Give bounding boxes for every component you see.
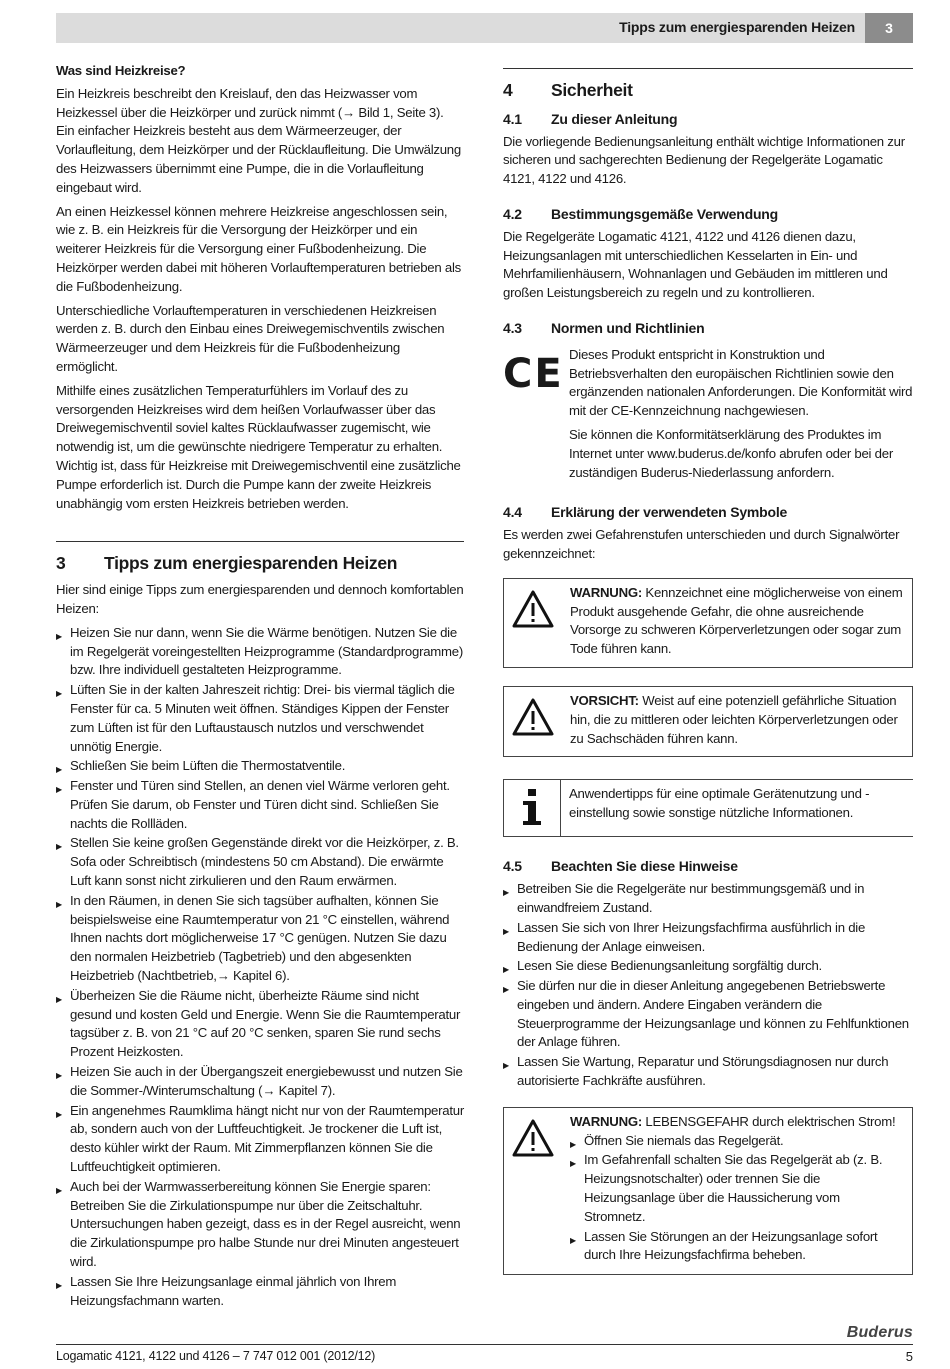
list-item: ▶ Heizen Sie nur dann, wenn Sie die Wärme benötigen. Nutzen Sie die im Regelgerät voreingestellten Heizprogramme (Standardprogramme) bzw. Ihre individuell gestalteten Heizprogramme. [56, 624, 464, 680]
list-item: ▶ In den Räumen, in denen Sie sich tagsüber aufhalten, können Sie beispielsweise eine Raumtemperatur von 21 °C einstellen, während Ihnen nachts dort möglicherweise 17 °C genügen. Nutzen Sie dazu den normalen Heizbetrieb (Tagbetrieb) und den abgesenkten Heizbetrieb (Nachtbetrieb,→ Kapitel 6). [56, 892, 464, 986]
paragraph: Mithilfe eines zusätzlichen Temperaturfühlers im Vorlauf des zu versorgenden Heizkreises wird dem heißen Vorlaufwasser über das Dreiwegemischventil soviel kaltes Rücklaufwasser zugemischt, wie notwendig ist, um die gewünschte niedrigere Temperatur zu erhalten. Wichtig ist, dass für Heizkreise mit Dreiwegemischventil eine zusätzliche Pumpe erforderlich ist. Durch die Pumpe kann der zweite Heizkreis unabhängig vom ersten Heizkreis betrieben werden. [56, 382, 461, 511]
warning-triangle-icon [504, 579, 562, 667]
list-item: ▶ Fenster und Türen sind Stellen, an denen viel Wärme verloren geht. Prüfen Sie darum, ob Fenster und Türen dicht sind. Schließen Sie nachts die Rollläden. [56, 777, 464, 833]
caution-label: VORSICHT: [570, 692, 639, 708]
left-column [56, 62, 464, 1311]
section-number: 4.5 [503, 858, 522, 875]
list-item: ▶ Lüften Sie in der kalten Jahreszeit richtig: Drei- bis viermal täglich die Fenster für ca. 5 Minuten weit öffnen. Ständiges Kippen der Fenster zum Lüften ist für den Luftaustausch nutzlos und verschwendet unnötig Energie. [56, 681, 464, 756]
list-item: ▶ Lesen Sie diese Bedienungsanleitung sorgfältig durch. [503, 957, 913, 976]
notes-list [503, 880, 913, 1091]
ce-mark-icon [503, 346, 569, 488]
section-number: 4.2 [503, 205, 522, 222]
list-item: ▶ Lassen Sie sich von Ihrer Heizungsfachfirma ausführlich in die Bedienung der Anlage einweisen. [503, 919, 913, 957]
section-3-heading [56, 541, 464, 573]
warning-text: LEBENSGEFAHR durch elektrischen Strom! [642, 1113, 896, 1129]
footer-divider [56, 1344, 913, 1345]
warning-steps [570, 1132, 904, 1266]
section-title: Bestimmungsgemäße Verwendung [551, 205, 779, 222]
paragraph: Unterschiedliche Vorlauftemperaturen in verschiedenen Heizkreisen werden z. B. durch den Einbau eines Dreiwegemischventils zwischen Wärmeerzeuger und dem Heizkreis für die Fußbodenheizung ermöglicht. [56, 302, 445, 374]
section-4-heading [503, 68, 913, 100]
section-title: Erklärung der verwendeten Symbole [551, 504, 788, 521]
list-item: ▶ Schließen Sie beim Lüften die Thermostatventile. [56, 757, 464, 776]
electrical-warning-box [503, 1107, 913, 1275]
paragraph: Ein Heizkreis beschreibt den Kreislauf, den das Heizwasser vom Heizkessel über die Heizkörper und zurück nimmt (→ Bild 1, Seite 3). Ein einfacher Heizkreis besteht aus dem Wärmeerzeuger, der Vorlaufleitung, dem Heizkörper und der Rücklaufleitung. Die Umwälzung des Heizwassers übernimmt eine Pumpe, die in die Vorlaufleitung eingebaut wird. [56, 85, 461, 195]
section-title: Normen und Richtlinien [551, 319, 705, 336]
info-box [503, 779, 913, 837]
section-number: 4.1 [503, 110, 522, 127]
caution-triangle-icon [504, 687, 562, 756]
tips-list [56, 624, 464, 1311]
brand-logo: Buderus [846, 1324, 913, 1341]
paragraph: Sie können die Konformitätserklärung des Produktes im Internet unter www.buderus.de/konfo abrufen oder bei der zuständigen Buderus-Niederlassung anfordern. [569, 426, 893, 480]
paragraph: Dieses Produkt entspricht in Konstruktion und Betriebsverhalten den europäischen Richtlinien sowie den ergänzenden nationalen Anforderungen. Die Konformität wird mit der CE-Kennzeichnung nachgewiesen. [569, 346, 913, 419]
list-item: ▶ Lassen Sie Ihre Heizungsanlage einmal jährlich von Ihrem Heizungsfachmann warten. [56, 1273, 464, 1311]
paragraph: Die vorliegende Bedienungsanleitung enthält wichtige Informationen zur sicheren und sachgerechten Bedienung der Regelgeräte Logamatic 4121, 4122 und 4126. [503, 133, 905, 187]
list-item: ▶ Betreiben Sie die Regelgeräte nur bestimmungsgemäß und in einwandfreiem Zustand. [503, 880, 913, 918]
section-number: 4.3 [503, 319, 522, 336]
list-item: ▶ Auch bei der Warmwasserbereitung können Sie Energie sparen: Betreiben Sie die Zirkulationspumpe nur über die Zeitschaltuhr. Untersuchungen haben gezeigt, dass es in der Regel ausreicht, wenn die Zirkulationspumpe pro halbe Stunde nur drei Minuten angesteuert wird. [56, 1178, 464, 1272]
right-column [503, 68, 913, 1285]
section-number: 3 [56, 553, 66, 574]
info-text: Anwendertipps für eine optimale Gerätenutzung und -einstellung sowie sonstige nützliche Informationen. [569, 786, 870, 821]
ce-block [503, 346, 913, 488]
section-intro: Hier sind einige Tipps zum energiesparenden und dennoch komfortablen Heizen: [56, 582, 464, 616]
list-item: ▶ Überheizen Sie die Räume nicht, überheizte Räume sind nicht gesund und kosten Geld und Energie. Wenn Sie die Raumtemperatur tagsüber z. B. von 21 °C auf 20 °C senken, sparen Sie rund sechs Prozent Heizkosten. [56, 987, 464, 1062]
section-number: 4.4 [503, 504, 522, 521]
list-item: ▶ Lassen Sie Wartung, Reparatur und Störungsdiagnosen nur durch autorisierte Fachkräfte ausführen. [503, 1053, 913, 1091]
warning-label: WARNUNG: [570, 1113, 642, 1129]
list-item: ▶ Ein angenehmes Raumklima hängt nicht nur von der Raumtemperatur ab, sondern auch von der Luftfeuchtigkeit. Je trockener die Luft ist, desto kühler wirkt der Raum. Mit Zimmerpflanzen können Sie die Luftfeuchtigkeit optimieren. [56, 1102, 464, 1177]
caution-box [503, 686, 913, 757]
page-header [56, 13, 913, 43]
chapter-badge: 3 [865, 13, 913, 43]
section-4-1-heading [503, 110, 913, 129]
ce-mark: CE [503, 350, 564, 397]
paragraph: Die Regelgeräte Logamatic 4121, 4122 und 4126 dienen dazu, Heizungsanlagen mit unterschiedlichen Kesselarten in Ein- und Mehrfamilienhäusern, Wohnanlagen und Gebäuden im mittleren und großen Leistungsbereich zu regeln und zu kontrollieren. [503, 228, 888, 301]
section-4-5-heading [503, 857, 913, 876]
paragraph: An einen Heizkessel können mehrere Heizkreise angeschlossen sein, wie z. B. ein Heizkreis für die Versorgung der Heizkörper und ein weiterer Heizkreis für die Versorgung einer Fußbodenheizung. Die Heizkörper werden dabei mit höheren Vorlauftemperaturen betrieben als die Fußbodenheizung. [56, 203, 461, 294]
section-number: 4 [503, 80, 513, 100]
page-number: 5 [905, 1349, 913, 1364]
warning-text: Kennzeichnet eine möglicherweise von einem Produkt ausgehende Gefahr, die ohne ausreichende Vorsorge zu schweren Körperverletzungen oder sogar zum Tode führen kann. [570, 584, 903, 657]
list-item: ▶ Sie dürfen nur die in dieser Anleitung angegebenen Betriebswerte eingeben und ändern. Andere Eingaben verändern die Steuerprogramme der Heizungsanlage und können zu Fehlfunktionen der Anlage führen. [503, 977, 913, 1052]
footer-doc-id: Logamatic 4121, 4122 und 4126 – 7 747 012 001 (2012/12) [56, 1349, 376, 1363]
section-title: Tipps zum energiesparenden Heizen [104, 553, 398, 574]
header-title: Tipps zum energiesparenden Heizen [619, 19, 855, 35]
caution-text: Weist auf eine potenziell gefährliche Situation hin, die zu mittleren oder leichten Körperverletzungen oder zu Sachschäden führen kann. [570, 692, 898, 746]
section-4-2-heading [503, 205, 913, 224]
list-item: ▶ Öffnen Sie niemals das Regelgerät. [570, 1132, 904, 1151]
section-4-3-heading [503, 319, 913, 338]
section-4-4-heading [503, 503, 913, 522]
warning-label: WARNUNG: [570, 584, 642, 600]
section-title: Zu dieser Anleitung [551, 110, 678, 127]
list-item: ▶ Heizen Sie auch in der Übergangszeit energiebewusst und nutzen Sie die Sommer-/Winterumschaltung (→ Kapitel 7). [56, 1063, 464, 1101]
info-icon [503, 779, 561, 837]
question-title: Was sind Heizkreise? [56, 63, 186, 78]
paragraph: Es werden zwei Gefahrenstufen unterschieden und durch Signalwörter gekennzeichnet: [503, 527, 900, 561]
warning-triangle-icon [504, 1108, 562, 1274]
list-item: ▶ Stellen Sie keine großen Gegenstände direkt vor die Heizkörper, z. B. Sofa oder Schreibtisch (mindestens 50 cm Abstand). Die erwärmte Luft kann sonst nicht zirkulieren und den Raum erwärmen. [56, 834, 464, 890]
section-title: Beachten Sie diese Hinweise [551, 858, 738, 875]
list-item: ▶ Im Gefahrenfall schalten Sie das Regelgerät ab (z. B. Heizungsnotschalter) oder trennen Sie die Heizungsanlage über die Haussicherung vom Stromnetz. [570, 1151, 904, 1226]
list-item: ▶ Lassen Sie Störungen an der Heizungsanlage sofort durch Ihre Heizungsfachfirma beheben. [570, 1228, 904, 1266]
section-title: Sicherheit [551, 80, 633, 100]
warning-box [503, 578, 913, 668]
